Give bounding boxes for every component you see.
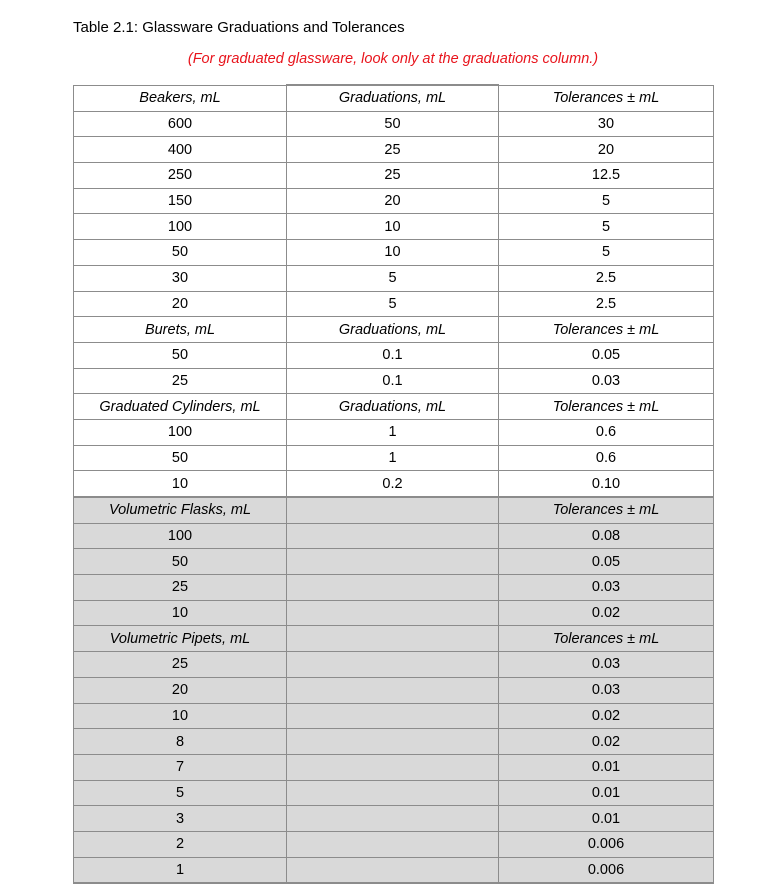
glassware-cell: 1 — [74, 857, 287, 883]
section-header-row — [74, 626, 714, 652]
section-title: Volumetric Pipets, mL — [74, 626, 287, 652]
graduations-cell: 50 — [287, 111, 499, 137]
tolerance-cell: 0.02 — [499, 600, 714, 626]
glassware-table — [73, 84, 714, 884]
glassware-cell: 50 — [74, 342, 287, 368]
glassware-cell: 2 — [74, 831, 287, 857]
graduations-cell: 25 — [287, 137, 499, 163]
table-row — [74, 729, 714, 755]
graduations-header — [287, 497, 499, 523]
tolerance-cell: 5 — [499, 214, 714, 240]
section-title: Volumetric Flasks, mL — [74, 497, 287, 523]
tolerance-cell: 0.6 — [499, 419, 714, 445]
section-header-row — [74, 394, 714, 420]
graduations-cell — [287, 677, 499, 703]
table-row — [74, 600, 714, 626]
glassware-cell: 100 — [74, 419, 287, 445]
section-title: Burets, mL — [74, 317, 287, 343]
table-row — [74, 703, 714, 729]
table-row — [74, 111, 714, 137]
glassware-cell: 25 — [74, 652, 287, 678]
glassware-cell: 250 — [74, 163, 287, 189]
graduations-cell — [287, 652, 499, 678]
glassware-cell: 25 — [74, 575, 287, 601]
glassware-cell: 50 — [74, 445, 287, 471]
section-header-row — [74, 497, 714, 523]
graduations-cell — [287, 806, 499, 832]
tolerance-cell: 0.05 — [499, 342, 714, 368]
table-row — [74, 831, 714, 857]
table-row — [74, 806, 714, 832]
tolerances-header: Tolerances ± mL — [499, 497, 714, 523]
tolerance-cell: 0.03 — [499, 652, 714, 678]
section-title: Beakers, mL — [74, 85, 287, 111]
table-row — [74, 137, 714, 163]
glassware-cell: 7 — [74, 754, 287, 780]
tolerance-cell: 0.03 — [499, 677, 714, 703]
table-row — [74, 523, 714, 549]
glassware-cell: 50 — [74, 549, 287, 575]
glassware-cell: 20 — [74, 291, 287, 317]
tolerances-header: Tolerances ± mL — [499, 85, 714, 111]
glassware-cell: 10 — [74, 600, 287, 626]
table-row — [74, 754, 714, 780]
table-row — [74, 857, 714, 883]
table-row — [74, 240, 714, 266]
glassware-cell: 100 — [74, 523, 287, 549]
graduations-cell — [287, 729, 499, 755]
graduations-header: Graduations, mL — [287, 85, 499, 111]
tolerance-cell: 0.08 — [499, 523, 714, 549]
tolerances-header: Tolerances ± mL — [499, 394, 714, 420]
tolerance-cell: 0.02 — [499, 703, 714, 729]
glassware-cell: 600 — [74, 111, 287, 137]
section-header-row — [74, 85, 714, 111]
graduations-cell: 1 — [287, 445, 499, 471]
graduations-cell — [287, 703, 499, 729]
tolerances-header: Tolerances ± mL — [499, 626, 714, 652]
graduations-cell: 0.2 — [287, 471, 499, 497]
glassware-cell: 10 — [74, 703, 287, 729]
tolerance-cell: 0.05 — [499, 549, 714, 575]
table-note: (For graduated glassware, look only at the graduations column.) — [187, 51, 599, 67]
graduations-cell: 0.1 — [287, 368, 499, 394]
graduations-cell: 1 — [287, 419, 499, 445]
tolerance-cell: 12.5 — [499, 163, 714, 189]
graduations-cell — [287, 523, 499, 549]
tolerance-cell: 2.5 — [499, 291, 714, 317]
table-row — [74, 549, 714, 575]
table-row — [74, 419, 714, 445]
table-caption: Table 2.1: Glassware Graduations and Tolerances — [73, 19, 405, 36]
table-row — [74, 368, 714, 394]
tolerance-cell: 0.01 — [499, 780, 714, 806]
graduations-cell: 25 — [287, 163, 499, 189]
tolerances-header: Tolerances ± mL — [499, 317, 714, 343]
graduations-header: Graduations, mL — [287, 317, 499, 343]
table-row — [74, 445, 714, 471]
glassware-cell: 400 — [74, 137, 287, 163]
glassware-cell: 25 — [74, 368, 287, 394]
glassware-cell: 20 — [74, 677, 287, 703]
table-row — [74, 265, 714, 291]
glassware-cell: 50 — [74, 240, 287, 266]
section-title: Graduated Cylinders, mL — [74, 394, 287, 420]
tolerance-cell: 0.02 — [499, 729, 714, 755]
table-row — [74, 214, 714, 240]
glassware-cell: 100 — [74, 214, 287, 240]
tolerance-cell: 30 — [499, 111, 714, 137]
table-row — [74, 291, 714, 317]
graduations-cell — [287, 780, 499, 806]
table-row — [74, 677, 714, 703]
tolerance-cell: 0.006 — [499, 857, 714, 883]
graduations-cell: 10 — [287, 240, 499, 266]
glassware-cell: 5 — [74, 780, 287, 806]
table-row — [74, 342, 714, 368]
graduations-cell: 5 — [287, 291, 499, 317]
glassware-cell: 30 — [74, 265, 287, 291]
graduations-header — [287, 626, 499, 652]
tolerance-cell: 2.5 — [499, 265, 714, 291]
tolerance-cell: 0.006 — [499, 831, 714, 857]
graduations-cell: 10 — [287, 214, 499, 240]
graduations-cell — [287, 754, 499, 780]
graduations-cell — [287, 857, 499, 883]
table-row — [74, 652, 714, 678]
graduations-cell: 5 — [287, 265, 499, 291]
graduations-cell — [287, 831, 499, 857]
tolerance-cell: 0.01 — [499, 754, 714, 780]
table-row — [74, 471, 714, 497]
tolerance-cell: 0.03 — [499, 368, 714, 394]
table-row — [74, 188, 714, 214]
table-row — [74, 575, 714, 601]
glassware-cell: 10 — [74, 471, 287, 497]
tolerance-cell: 20 — [499, 137, 714, 163]
graduations-cell: 20 — [287, 188, 499, 214]
graduations-header: Graduations, mL — [287, 394, 499, 420]
glassware-cell: 150 — [74, 188, 287, 214]
glassware-cell: 8 — [74, 729, 287, 755]
tolerance-cell: 0.03 — [499, 575, 714, 601]
table-row — [74, 780, 714, 806]
tolerance-cell: 0.01 — [499, 806, 714, 832]
tolerance-cell: 0.10 — [499, 471, 714, 497]
section-header-row — [74, 317, 714, 343]
glassware-cell: 3 — [74, 806, 287, 832]
graduations-cell: 0.1 — [287, 342, 499, 368]
tolerance-cell: 5 — [499, 240, 714, 266]
graduations-cell — [287, 549, 499, 575]
graduations-cell — [287, 600, 499, 626]
tolerance-cell: 5 — [499, 188, 714, 214]
table-row — [74, 163, 714, 189]
tolerance-cell: 0.6 — [499, 445, 714, 471]
graduations-cell — [287, 575, 499, 601]
